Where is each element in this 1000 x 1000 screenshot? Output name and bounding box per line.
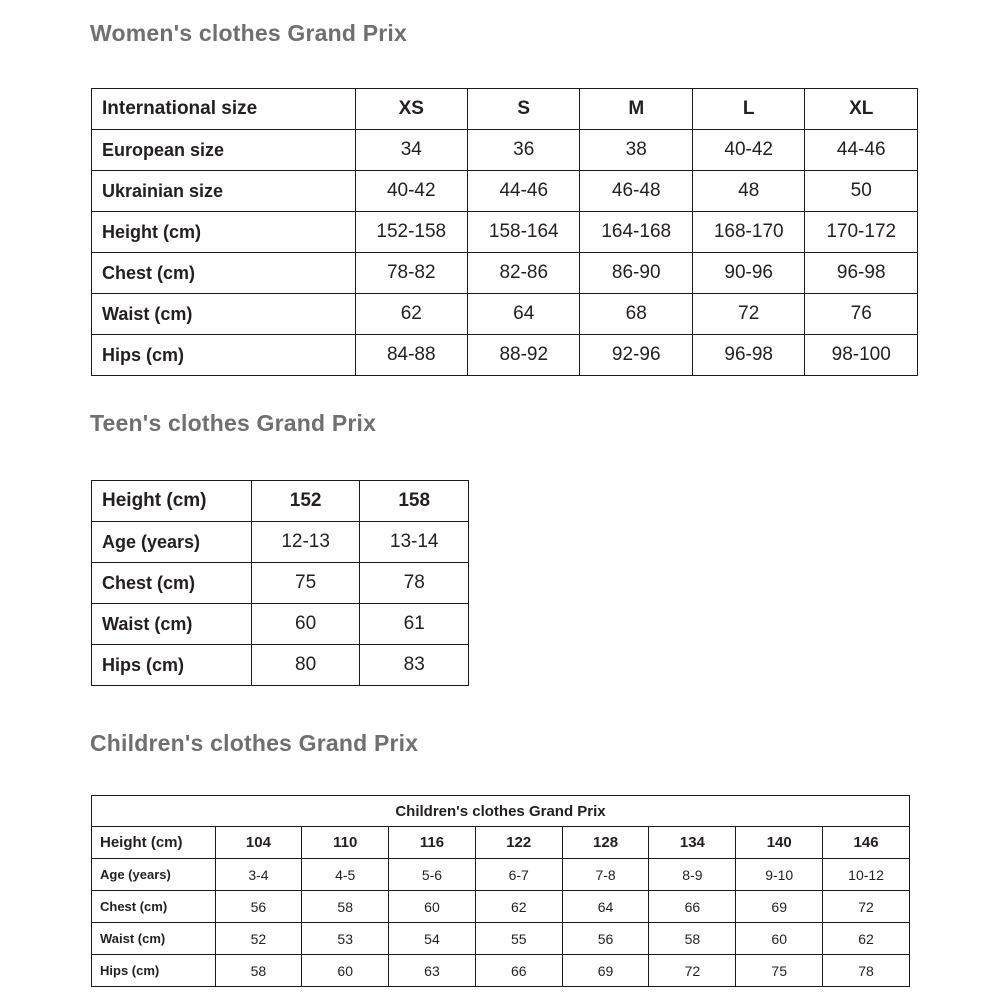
table-cell: 13-14 [360, 522, 469, 563]
table-cell: 4-5 [302, 859, 389, 891]
row-label: European size [92, 130, 356, 171]
table-cell: 92-96 [580, 335, 692, 376]
column-header: 110 [302, 827, 389, 859]
table-row [92, 130, 918, 171]
table-row [92, 563, 469, 604]
table-cell: 44-46 [805, 130, 918, 171]
table-cell: 63 [389, 955, 476, 987]
table-header-row [92, 827, 910, 859]
row-label: Hips (cm) [92, 645, 252, 686]
column-header: 104 [215, 827, 302, 859]
table-caption-row [92, 796, 910, 827]
table-cell: 96-98 [805, 253, 918, 294]
column-header: XS [355, 89, 467, 130]
row-label: Age (years) [92, 859, 216, 891]
table-cell: 88-92 [468, 335, 580, 376]
table-row [92, 859, 910, 891]
column-header: Height (cm) [92, 827, 216, 859]
row-label: Waist (cm) [92, 604, 252, 645]
table-cell: 12-13 [251, 522, 360, 563]
table-cell: 78 [823, 955, 910, 987]
table-cell: 64 [562, 891, 649, 923]
table-cell: 72 [823, 891, 910, 923]
children-section-title: Children's clothes Grand Prix [90, 730, 419, 756]
row-label: Hips (cm) [92, 955, 216, 987]
table-row [92, 253, 918, 294]
table-cell: 98-100 [805, 335, 918, 376]
women-size-table [91, 88, 918, 376]
table-row [92, 171, 918, 212]
table-cell: 9-10 [736, 859, 823, 891]
table-cell: 55 [475, 923, 562, 955]
table-cell: 66 [649, 891, 736, 923]
table-cell: 61 [360, 604, 469, 645]
table-cell: 48 [692, 171, 804, 212]
column-header: International size [92, 89, 356, 130]
table-cell: 170-172 [805, 212, 918, 253]
column-header: 116 [389, 827, 476, 859]
table-cell: 82-86 [468, 253, 580, 294]
children-size-table [91, 795, 910, 987]
table-cell: 152-158 [355, 212, 467, 253]
column-header: M [580, 89, 692, 130]
table-header-row [92, 89, 918, 130]
table-cell: 60 [251, 604, 360, 645]
table-cell: 84-88 [355, 335, 467, 376]
table-cell: 86-90 [580, 253, 692, 294]
table-cell: 72 [649, 955, 736, 987]
table-cell: 50 [805, 171, 918, 212]
table-cell: 68 [580, 294, 692, 335]
table-cell: 36 [468, 130, 580, 171]
table-cell: 58 [302, 891, 389, 923]
row-label: Waist (cm) [92, 294, 356, 335]
row-label: Chest (cm) [92, 253, 356, 294]
row-label: Ukrainian size [92, 171, 356, 212]
table-cell: 3-4 [215, 859, 302, 891]
row-label: Height (cm) [92, 212, 356, 253]
table-row [92, 294, 918, 335]
row-label: Age (years) [92, 522, 252, 563]
table-cell: 76 [805, 294, 918, 335]
table-cell: 83 [360, 645, 469, 686]
table-cell: 78-82 [355, 253, 467, 294]
column-header: 140 [736, 827, 823, 859]
table-cell: 75 [251, 563, 360, 604]
column-header: L [692, 89, 804, 130]
table-cell: 56 [562, 923, 649, 955]
women-section-title: Women's clothes Grand Prix [90, 20, 407, 46]
table-cell: 6-7 [475, 859, 562, 891]
column-header: 122 [475, 827, 562, 859]
table-cell: 60 [736, 923, 823, 955]
row-label: Chest (cm) [92, 891, 216, 923]
table-cell: 96-98 [692, 335, 804, 376]
table-cell: 44-46 [468, 171, 580, 212]
table-cell: 75 [736, 955, 823, 987]
column-header: Height (cm) [92, 481, 252, 522]
table-cell: 168-170 [692, 212, 804, 253]
column-header: 134 [649, 827, 736, 859]
column-header: S [468, 89, 580, 130]
table-cell: 58 [215, 955, 302, 987]
table-cell: 66 [475, 955, 562, 987]
column-header: 128 [562, 827, 649, 859]
table-cell: 80 [251, 645, 360, 686]
teen-size-table [91, 480, 469, 686]
table-cell: 53 [302, 923, 389, 955]
column-header: 152 [251, 481, 360, 522]
table-cell: 60 [389, 891, 476, 923]
row-label: Chest (cm) [92, 563, 252, 604]
table-cell: 38 [580, 130, 692, 171]
table-cell: 52 [215, 923, 302, 955]
table-cell: 62 [355, 294, 467, 335]
table-row [92, 335, 918, 376]
table-row [92, 923, 910, 955]
table-cell: 69 [562, 955, 649, 987]
table-cell: 58 [649, 923, 736, 955]
table-cell: 7-8 [562, 859, 649, 891]
table-row [92, 955, 910, 987]
table-cell: 10-12 [823, 859, 910, 891]
table-cell: 34 [355, 130, 467, 171]
table-cell: 40-42 [355, 171, 467, 212]
table-row [92, 604, 469, 645]
table-row [92, 522, 469, 563]
table-row [92, 891, 910, 923]
table-cell: 158-164 [468, 212, 580, 253]
row-label: Waist (cm) [92, 923, 216, 955]
table-cell: 5-6 [389, 859, 476, 891]
table-row [92, 645, 469, 686]
teen-section-title: Teen's clothes Grand Prix [90, 410, 377, 436]
table-cell: 56 [215, 891, 302, 923]
table-cell: 64 [468, 294, 580, 335]
table-cell: 8-9 [649, 859, 736, 891]
table-cell: 62 [823, 923, 910, 955]
table-cell: 72 [692, 294, 804, 335]
table-cell: 54 [389, 923, 476, 955]
column-header: 158 [360, 481, 469, 522]
table-cell: 69 [736, 891, 823, 923]
table-cell: 164-168 [580, 212, 692, 253]
table-row [92, 212, 918, 253]
table-cell: 90-96 [692, 253, 804, 294]
column-header: XL [805, 89, 918, 130]
row-label: Hips (cm) [92, 335, 356, 376]
column-header: 146 [823, 827, 910, 859]
table-caption: Children's clothes Grand Prix [92, 796, 910, 827]
table-cell: 62 [475, 891, 562, 923]
table-cell: 60 [302, 955, 389, 987]
table-header-row [92, 481, 469, 522]
table-cell: 40-42 [692, 130, 804, 171]
table-cell: 46-48 [580, 171, 692, 212]
table-cell: 78 [360, 563, 469, 604]
